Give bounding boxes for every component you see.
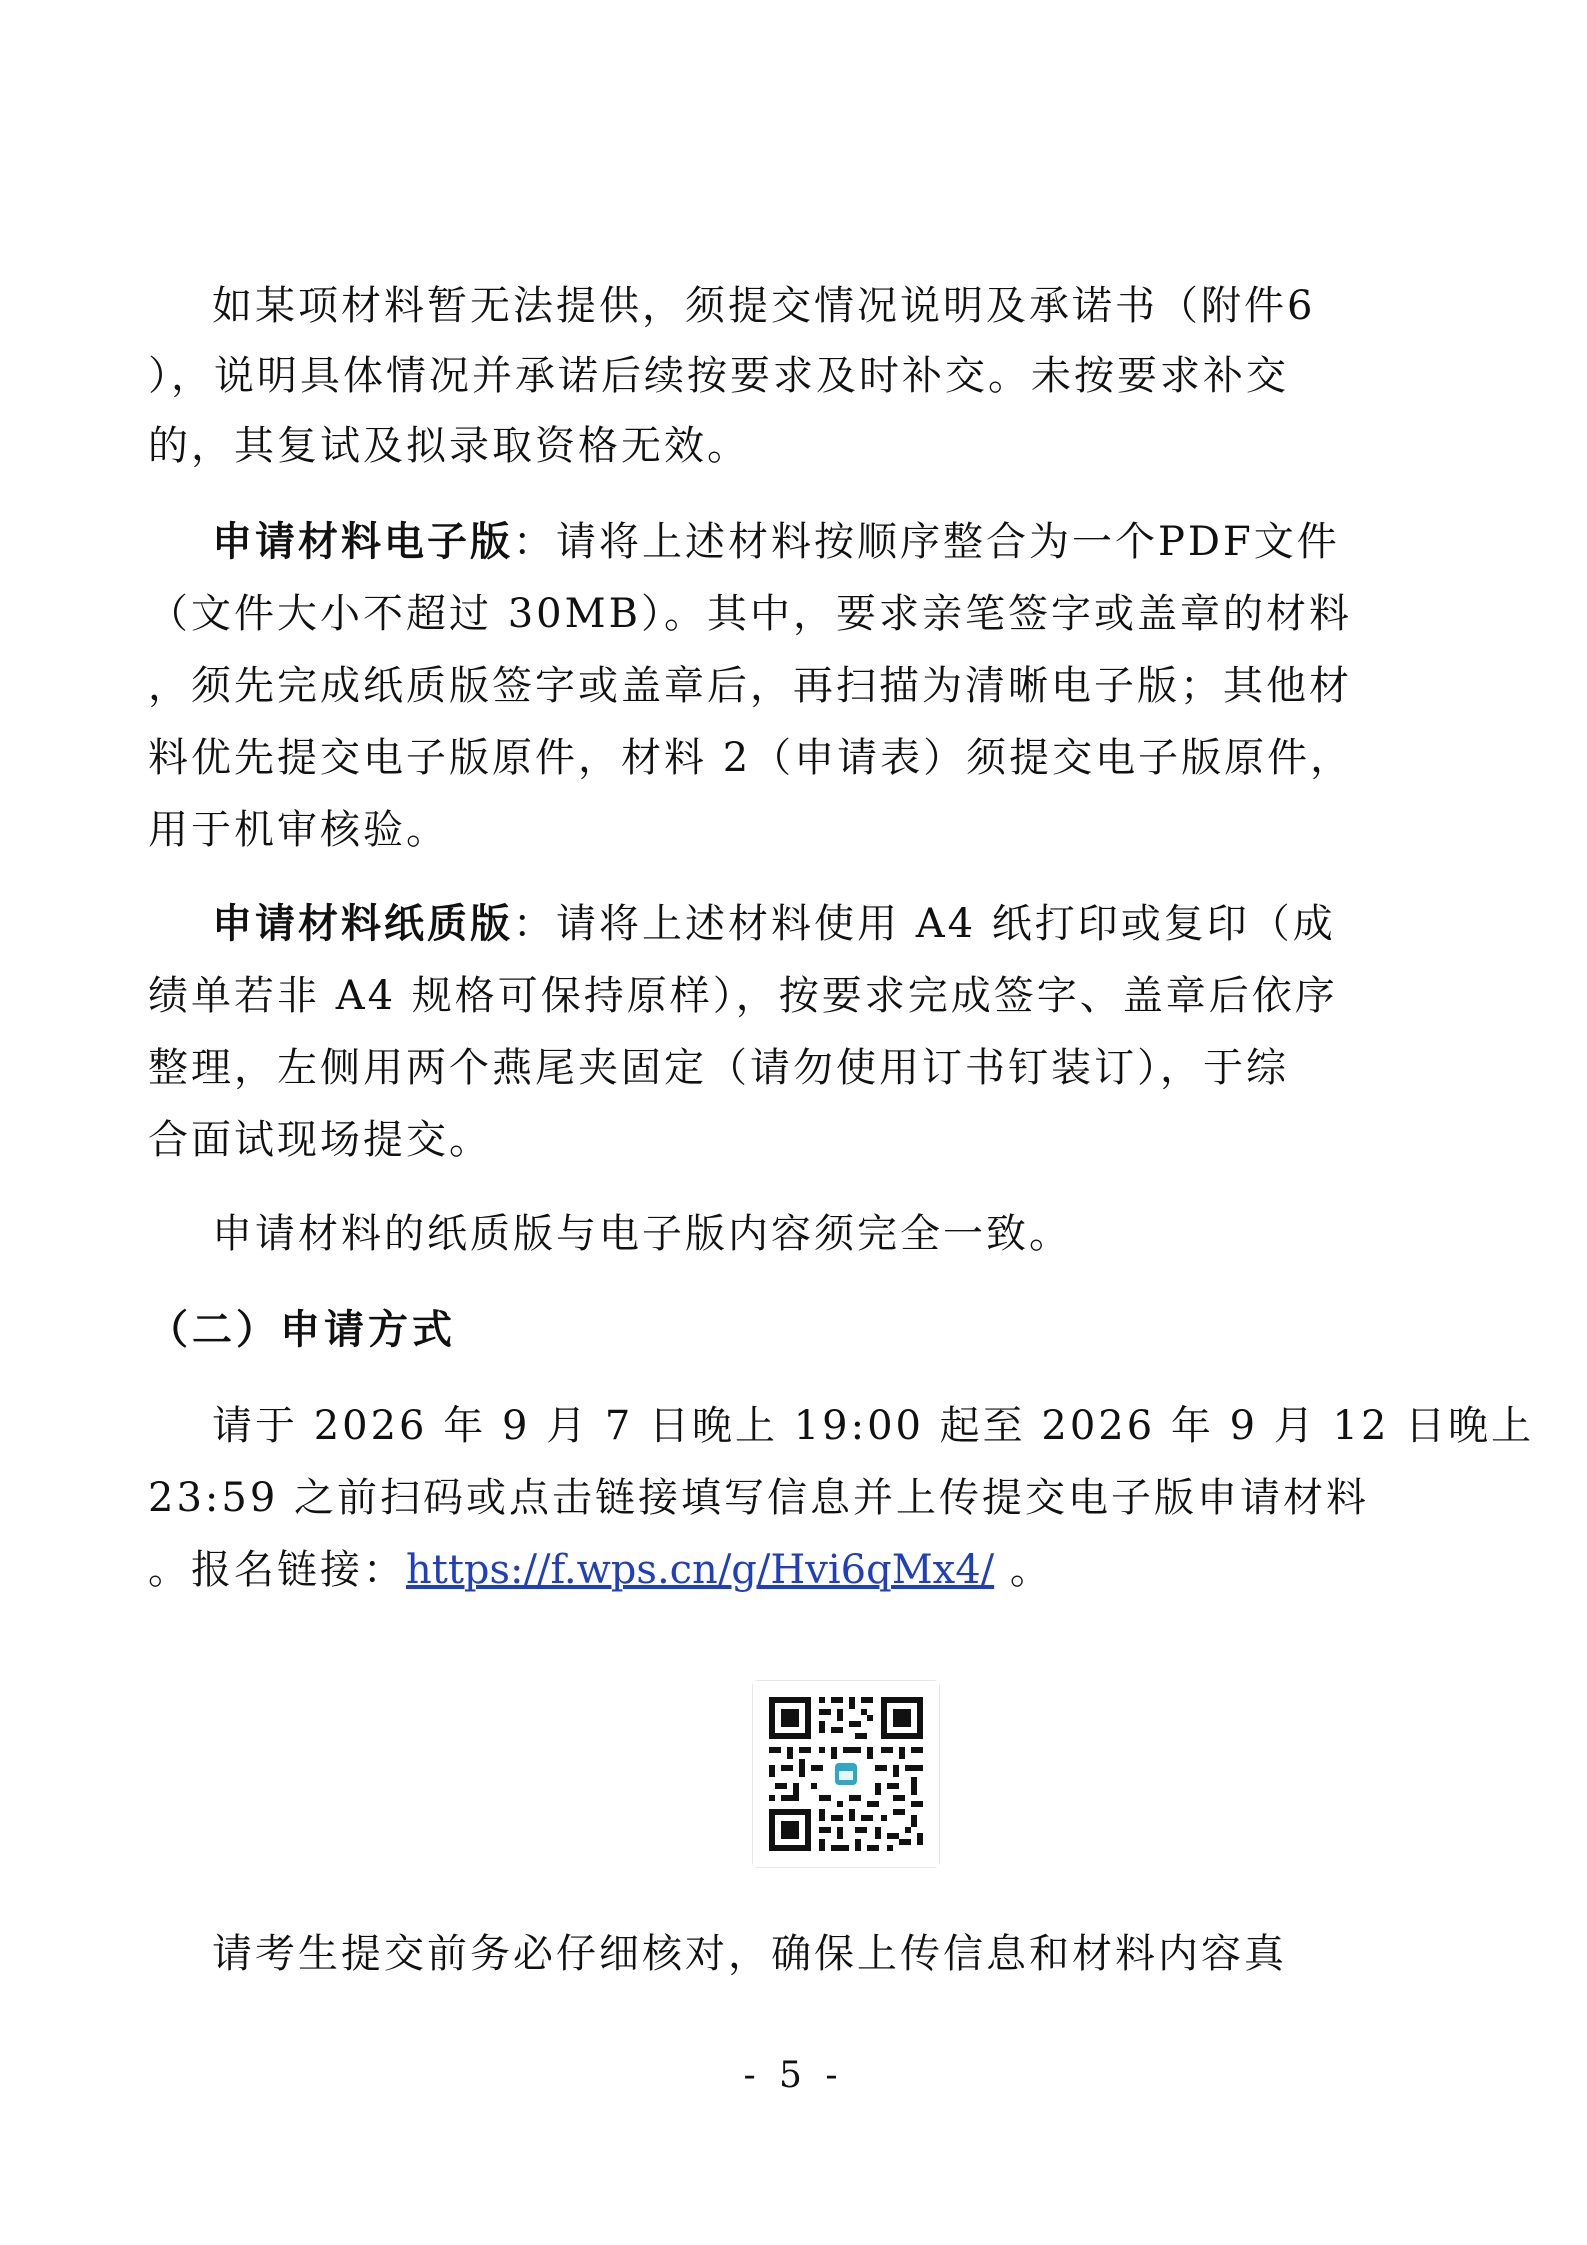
paragraph-2-line-3: ，须先完成纸质版签字或盖章后，再扫描为清晰电子版；其他材 [148, 663, 1352, 709]
paragraph-3-line-3: 整理，左侧用两个燕尾夹固定（请勿使用订书钉装订），于综 [148, 1045, 1289, 1091]
paragraph-2-line-5: 用于机审核验。 [148, 807, 449, 853]
registration-link-suffix: 。 [994, 1547, 1053, 1593]
qr-code-icon[interactable] [752, 1680, 940, 1868]
paragraph-5-line-2: 23:59 之前扫码或点击链接填写信息并上传提交电子版申请材料 [148, 1475, 1369, 1521]
qr-code-graphic [753, 1681, 939, 1867]
paragraph-3-line-4: 合面试现场提交。 [148, 1117, 492, 1163]
paragraph-1-line-3: 的，其复试及拟录取资格无效。 [148, 423, 750, 469]
paragraph-4-line-1: 申请材料的纸质版与电子版内容须完全一致。 [212, 1211, 1072, 1257]
registration-link-prefix: 。报名链接： [148, 1547, 406, 1593]
paragraph-3-line-2: 绩单若非 A4 规格可保持原样），按要求完成签字、盖章后依序 [148, 973, 1338, 1019]
paragraph-5-line-3 [148, 1546, 1053, 1594]
paragraph-1-line-2: ），说明具体情况并承诺后续按要求及时补交。未按要求补交 [148, 353, 1289, 399]
paper-version-label: 申请材料纸质版 [212, 901, 513, 947]
paragraph-5-line-1: 请于 2026 年 9 月 7 日晚上 19:00 起至 2026 年 9 月 12 日晚上 [212, 1403, 1535, 1449]
paragraph-2-line-4: 料优先提交电子版原件，材料 2（申请表）须提交电子版原件， [148, 735, 1354, 781]
paragraph-3-line-1 [212, 900, 1336, 948]
paragraph-6-line-1: 请考生提交前务必仔细核对，确保上传信息和材料内容真 [212, 1931, 1287, 1977]
section-heading: （二）申请方式 [148, 1307, 456, 1353]
paragraph-3-line-1-text: ：请将上述材料使用 A4 纸打印或复印（成 [513, 901, 1336, 947]
paragraph-2-line-2: （文件大小不超过 30MB）。其中，要求亲笔签字或盖章的材料 [148, 591, 1352, 637]
paragraph-1-line-1: 如某项材料暂无法提供，须提交情况说明及承诺书（附件6 [212, 283, 1316, 329]
paragraph-2-line-1 [212, 518, 1340, 566]
registration-link[interactable]: https://f.wps.cn/g/Hvi6qMx4/ [406, 1547, 995, 1593]
electronic-version-label: 申请材料电子版 [212, 519, 513, 565]
paragraph-2-line-1-text: ：请将上述材料按顺序整合为一个PDF文件 [513, 519, 1340, 565]
page-number: - 5 - [743, 2055, 844, 2096]
